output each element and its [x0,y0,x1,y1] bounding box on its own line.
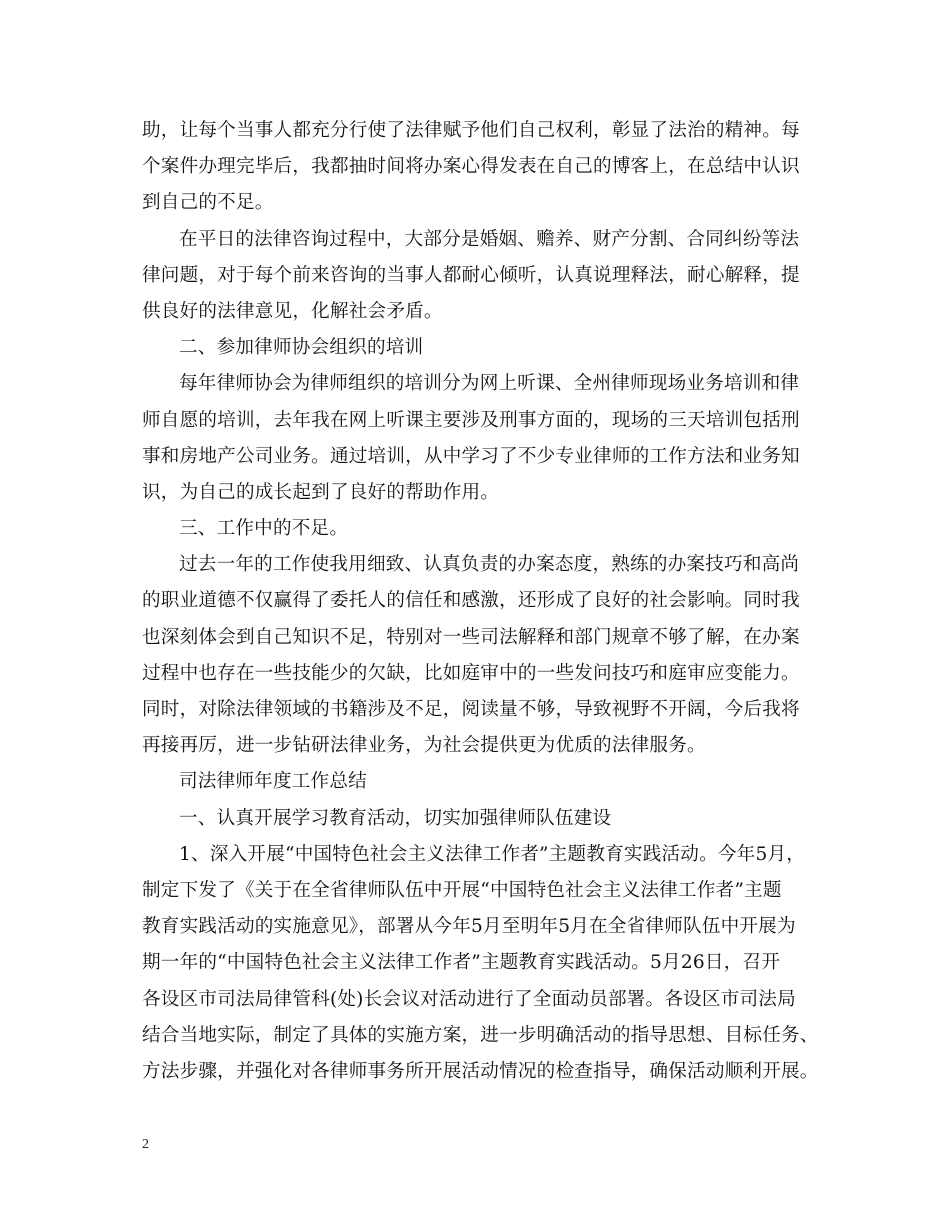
text-line: 再接再厉，进一步钻研法律业务，为社会提供更为优质的法律服务。 [142,735,706,757]
text-line: 师自愿的培训，去年我在网上听课主要涉及刑事方面的，现场的三天培训包括刑 [142,409,800,431]
text-line: 方法步骤，并强化对各律师事务所开展活动情况的检查指导，确保活动顺利开展。 [142,1060,819,1082]
text-line: 过程中也存在一些技能少的欠缺，比如庭审中的一些发问技巧和庭审应变能力。 [142,662,800,684]
text-line: 同时，对除法律领域的书籍涉及不足，阅读量不够，导致视野不开阔，今后我将 [142,699,800,720]
document-body [142,113,819,1090]
paragraph-start-line: 在平日的法律咨询过程中，大部分是婚姻、赡养、财产分割、合同纠纷等法 [179,228,800,250]
page-number: 2 [142,1137,149,1152]
text-line: 识，为自己的成长起到了良好的帮助作用。 [142,481,500,503]
text-line: 的职业道德不仅赢得了委托人的信任和感激，还形成了良好的社会影响。同时我 [142,590,800,612]
text-line: 个案件办理完毕后，我都抽时间将办案心得发表在自己的博客上，在总结中认识 [142,156,800,178]
text-line: 结合当地实际，制定了具体的实施方案，进一步明确活动的指导思想、目标任务、 [142,1024,819,1046]
text-line: 到自己的不足。 [142,192,274,214]
section-heading: 二、参加律师协会组织的培训 [179,337,424,359]
text-line: 事和房地产公司业务。通过培训，从中学习了不少专业律师的工作方法和业务知 [142,445,800,467]
document-subtitle: 司法律师年度工作总结 [179,771,367,793]
text-line: 也深刻体会到自己知识不足，特别对一些司法解释和部门规章不够了解，在办案 [142,626,800,648]
section-heading: 一、认真开展学习教育活动，切实加强律师队伍建设 [179,807,612,829]
text-line: 期一年的“中国特色社会主义法律工作者”主题教育实践活动。5月26日，召开 [142,952,781,974]
text-line: 各设区市司法局律管科(处)长会议对活动进行了全面动员部署。各设区市司法局 [142,988,796,1010]
text-line: 律问题，对于每个前来咨询的当事人都耐心倾听，认真说理释法，耐心解释，提 [142,264,800,286]
text-line: 制定下发了《关于在全省律师队伍中开展“中国特色社会主义法律工作者”主题 [142,879,782,901]
text-line: 助，让每个当事人都充分行使了法律赋予他们自己权利，彰显了法治的精神。每 [142,120,800,141]
text-line: 供良好的法律意见，化解社会矛盾。 [142,300,443,322]
paragraph-start-line: 每年律师协会为律师组织的培训分为网上听课、全州律师现场业务培训和律 [179,373,800,395]
paragraph-start-line: 过去一年的工作使我用细致、认真负责的办案态度，熟练的办案技巧和高尚 [179,554,800,576]
text-line: 教育实践活动的实施意见》，部署从今年5月至明年5月在全省律师队伍中开展为 [142,916,796,938]
section-heading: 三、工作中的不足。 [179,518,349,540]
paragraph-start-line: 1、深入开展“中国特色社会主义法律工作者”主题教育实践活动。今年5月， [179,843,806,865]
